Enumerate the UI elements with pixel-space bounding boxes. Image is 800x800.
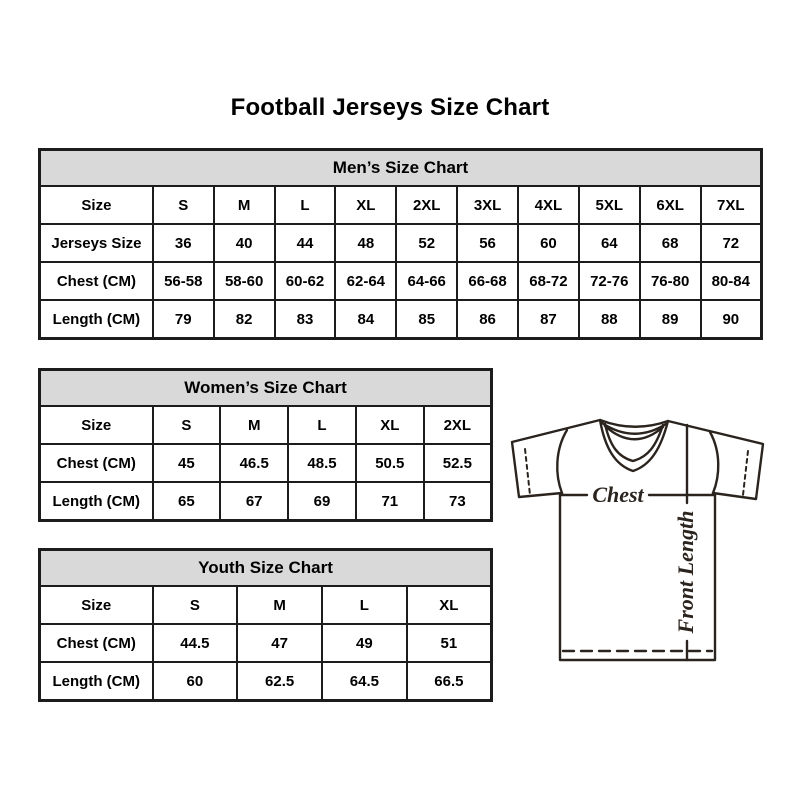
value-cell: M [220, 406, 288, 444]
table-row [40, 186, 762, 224]
value-cell: 60-62 [275, 262, 336, 300]
value-cell: 68 [640, 224, 701, 262]
jersey-measurement-diagram [505, 403, 767, 675]
value-cell: XL [335, 186, 396, 224]
table-caption: Men’s Size Chart [40, 150, 762, 187]
row-header-cell: Length (CM) [40, 300, 153, 339]
value-cell: 4XL [518, 186, 579, 224]
value-cell: 86 [457, 300, 518, 339]
value-cell: 64-66 [396, 262, 457, 300]
row-header-cell: Size [40, 186, 153, 224]
value-cell: 64.5 [322, 662, 407, 701]
value-cell: 44 [275, 224, 336, 262]
value-cell: 84 [335, 300, 396, 339]
row-header-cell: Jerseys Size [40, 224, 153, 262]
jersey-diagram-svg [505, 403, 767, 675]
value-cell: 67 [220, 482, 288, 521]
value-cell: 62.5 [237, 662, 322, 701]
value-cell: 48.5 [288, 444, 356, 482]
row-header-cell: Size [40, 406, 153, 444]
value-cell: 56 [457, 224, 518, 262]
row-header-cell: Length (CM) [40, 662, 153, 701]
value-cell: 6XL [640, 186, 701, 224]
row-header-cell: Size [40, 586, 153, 624]
value-cell: 50.5 [356, 444, 424, 482]
value-cell: 66-68 [457, 262, 518, 300]
jersey-outline [512, 420, 763, 660]
value-cell: 89 [640, 300, 701, 339]
value-cell: 5XL [579, 186, 640, 224]
value-cell: 87 [518, 300, 579, 339]
value-cell: 46.5 [220, 444, 288, 482]
value-cell: 72 [701, 224, 762, 262]
table-row [40, 444, 492, 482]
value-cell: L [275, 186, 336, 224]
value-cell: M [237, 586, 322, 624]
row-header-cell: Length (CM) [40, 482, 153, 521]
value-cell: 80-84 [701, 262, 762, 300]
row-header-cell: Chest (CM) [40, 262, 153, 300]
value-cell: 56-58 [153, 262, 214, 300]
table-row [40, 406, 492, 444]
value-cell: S [153, 406, 221, 444]
table-row [40, 662, 492, 701]
value-cell: 52 [396, 224, 457, 262]
value-cell: 68-72 [518, 262, 579, 300]
page-title: Football Jerseys Size Chart [230, 94, 550, 121]
value-cell: 83 [275, 300, 336, 339]
value-cell: 65 [153, 482, 221, 521]
value-cell: 60 [153, 662, 238, 701]
value-cell: 58-60 [214, 262, 275, 300]
table-caption: Youth Size Chart [40, 550, 492, 587]
value-cell: 7XL [701, 186, 762, 224]
value-cell: 2XL [396, 186, 457, 224]
table-row [40, 482, 492, 521]
value-cell: 69 [288, 482, 356, 521]
youth-size-chart-table [38, 548, 493, 702]
value-cell: 3XL [457, 186, 518, 224]
value-cell: L [288, 406, 356, 444]
value-cell: 72-76 [579, 262, 640, 300]
table-caption: Women’s Size Chart [40, 370, 492, 407]
womens-size-chart-table [38, 368, 493, 522]
value-cell: 49 [322, 624, 407, 662]
value-cell: 76-80 [640, 262, 701, 300]
table-row [40, 624, 492, 662]
value-cell: 71 [356, 482, 424, 521]
table-row [40, 586, 492, 624]
value-cell: 40 [214, 224, 275, 262]
value-cell: 2XL [424, 406, 492, 444]
table-caption-row [40, 370, 492, 407]
value-cell: 52.5 [424, 444, 492, 482]
value-cell: 45 [153, 444, 221, 482]
value-cell: 85 [396, 300, 457, 339]
value-cell: XL [356, 406, 424, 444]
value-cell: XL [407, 586, 492, 624]
value-cell: M [214, 186, 275, 224]
table-caption-row [40, 150, 762, 187]
value-cell: 90 [701, 300, 762, 339]
value-cell: 47 [237, 624, 322, 662]
value-cell: 62-64 [335, 262, 396, 300]
value-cell: 73 [424, 482, 492, 521]
table-row [40, 262, 762, 300]
table-row [40, 224, 762, 262]
row-header-cell: Chest (CM) [40, 444, 153, 482]
table-caption-row [40, 550, 492, 587]
value-cell: 79 [153, 300, 214, 339]
value-cell: 36 [153, 224, 214, 262]
row-header-cell: Chest (CM) [40, 624, 153, 662]
value-cell: 66.5 [407, 662, 492, 701]
table-row [40, 300, 762, 339]
chest-label: Chest [592, 482, 644, 507]
value-cell: 60 [518, 224, 579, 262]
value-cell: 88 [579, 300, 640, 339]
value-cell: S [153, 186, 214, 224]
value-cell: 48 [335, 224, 396, 262]
value-cell: 44.5 [153, 624, 238, 662]
mens-size-chart-table [38, 148, 763, 340]
value-cell: L [322, 586, 407, 624]
value-cell: S [153, 586, 238, 624]
front-length-label: Front Length [673, 510, 698, 634]
value-cell: 82 [214, 300, 275, 339]
value-cell: 64 [579, 224, 640, 262]
value-cell: 51 [407, 624, 492, 662]
